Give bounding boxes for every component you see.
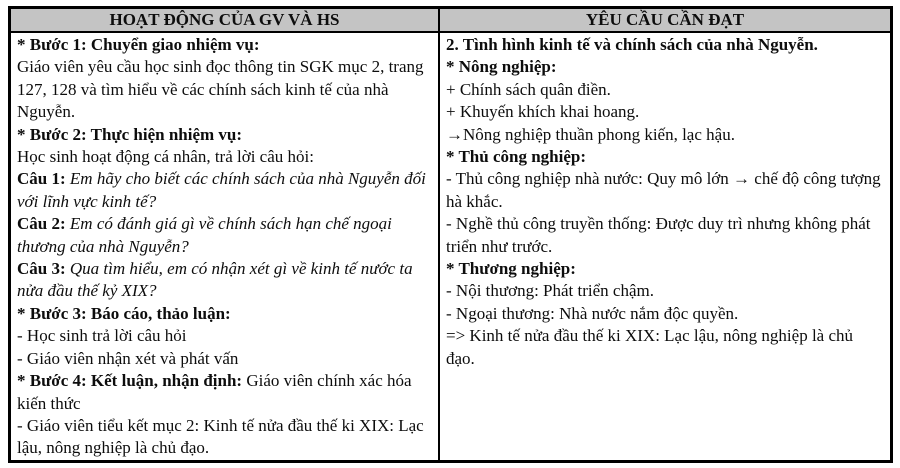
text-run: →Nông nghiệp thuần phong kiến, lạc hậu. xyxy=(446,124,735,144)
text-run: Qua tìm hiểu, em có nhận xét gì về kinh tế nước ta nửa đầu thế kỷ XIX? xyxy=(17,259,413,301)
text-run: Câu 2: xyxy=(17,214,70,234)
text-run: * Nông nghiệp: xyxy=(446,57,557,77)
text-run: Câu 3: xyxy=(17,259,70,279)
header-requirements-column: YÊU CẦU CẦN ĐẠT xyxy=(585,10,745,29)
paragraph xyxy=(17,370,431,415)
paragraph xyxy=(446,258,883,280)
paragraph xyxy=(446,213,883,258)
paragraph xyxy=(446,101,883,123)
text-run: * Thủ công nghiệp: xyxy=(446,147,586,167)
paragraph xyxy=(17,415,431,460)
paragraph xyxy=(446,168,883,213)
paragraph xyxy=(17,146,431,168)
text-run: 2. Tình hình kinh tế và chính sách của nhà Nguyễn. xyxy=(446,35,818,54)
text-run: - Nghề thủ công truyền thống: Được duy trì nhưng không phát triển như trước. xyxy=(446,214,871,256)
text-run: - Giáo viên nhận xét và phát vấn xyxy=(17,348,239,368)
table-header-row xyxy=(11,9,890,33)
activities-cell xyxy=(11,33,440,460)
paragraph xyxy=(446,280,883,302)
table-body-row xyxy=(11,33,890,460)
text-run: Em có đánh giá gì về chính sách hạn chế ngoại thương của nhà Nguyễn? xyxy=(17,214,392,256)
paragraph xyxy=(446,56,883,78)
text-run: Giáo viên chính xác hóa kiến thức xyxy=(17,371,412,413)
text-run: Giáo viên yêu cầu học sinh đọc thông tin SGK mục 2, trang 127, 128 và tìm hiểu về các chính sách kinh tế của nhà Nguyễn. xyxy=(17,57,424,122)
text-run: - Thủ công nghiệp nhà nước: Quy mô lớn → chế độ công tượng hà khắc. xyxy=(446,169,881,211)
paragraph xyxy=(17,168,431,213)
paragraph xyxy=(17,124,431,146)
requirements-cell xyxy=(440,33,890,460)
text-run: - Học sinh trả lời câu hỏi xyxy=(17,326,187,346)
text-run: Câu 1: xyxy=(17,169,70,189)
paragraph xyxy=(446,34,883,56)
paragraph xyxy=(446,79,883,101)
text-run: Học sinh hoạt động cá nhân, trả lời câu hỏi: xyxy=(17,147,314,167)
paragraph xyxy=(446,146,883,168)
text-run: - Ngoại thương: Nhà nước nắm độc quyền. xyxy=(446,303,739,323)
text-run: + Chính sách quân điền. xyxy=(446,79,611,99)
header-activities-column: HOẠT ĐỘNG CỦA GV VÀ HS xyxy=(11,9,440,31)
text-run: - Nội thương: Phát triển chậm. xyxy=(446,281,655,301)
text-run: * Bước 1: Chuyển giao nhiệm vụ: xyxy=(17,35,260,54)
paragraph xyxy=(17,213,431,258)
paragraph xyxy=(446,303,883,325)
paragraph xyxy=(17,325,431,347)
paragraph xyxy=(17,34,431,56)
text-run: - Giáo viên tiểu kết mục 2: Kinh tế nửa đầu thế ki XIX: Lạc lậu, nông nghiệp là chủ đạo. xyxy=(17,415,424,458)
paragraph xyxy=(17,258,431,303)
text-run: * Bước 3: Báo cáo, thảo luận: xyxy=(17,303,231,323)
text-run: * Thương nghiệp: xyxy=(446,259,576,279)
text-run: Em hãy cho biết các chính sách của nhà Nguyễn đối với lĩnh vực kinh tế? xyxy=(17,169,426,211)
paragraph xyxy=(17,303,431,325)
text-run: + Khuyến khích khai hoang. xyxy=(446,102,640,122)
text-run: * Bước 2: Thực hiện nhiệm vụ: xyxy=(17,124,243,144)
paragraph xyxy=(17,348,431,370)
text-run: * Bước 4: Kết luận, nhận định: xyxy=(17,371,247,391)
text-run: => Kinh tế nửa đầu thế ki XIX: Lạc lậu, nông nghiệp là chủ đạo. xyxy=(446,326,854,368)
paragraph xyxy=(446,124,883,146)
lesson-plan-table xyxy=(8,6,893,463)
paragraph xyxy=(17,56,431,123)
paragraph xyxy=(446,325,883,370)
